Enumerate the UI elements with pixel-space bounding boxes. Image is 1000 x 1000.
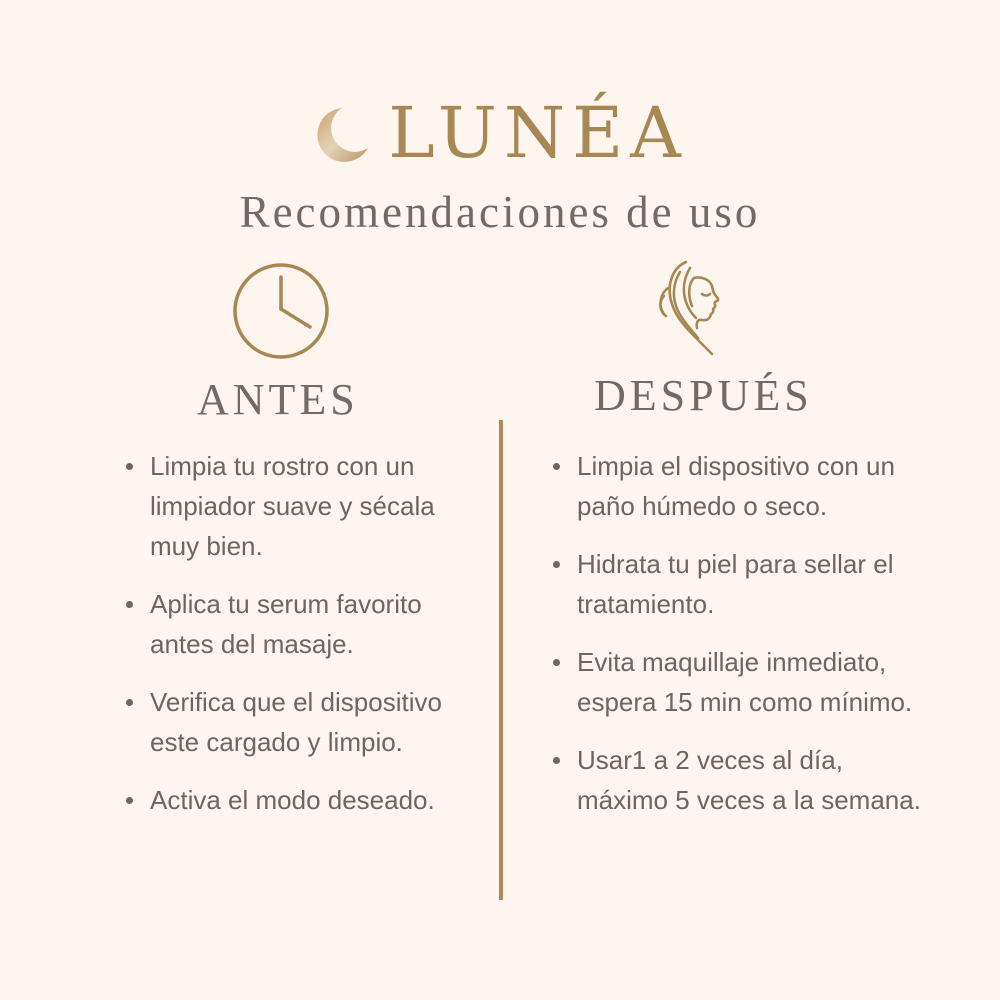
list-item: Limpia tu rostro con un limpiador suave y sécala muy bien. <box>123 446 483 566</box>
list-item: Hidrata tu piel para sellar el tratamiento. <box>550 544 930 624</box>
crescent-moon-icon <box>312 104 370 166</box>
list-item: Evita maquillaje inmediato, espera 15 min como mínimo. <box>550 642 930 722</box>
clock-icon <box>231 261 331 361</box>
antes-list <box>123 446 483 838</box>
brand-name: LUNÉA <box>388 92 688 174</box>
list-item: Activa el modo deseado. <box>123 780 483 820</box>
brand-header <box>0 88 1000 178</box>
face-profile-icon <box>650 256 742 356</box>
list-item: Usar1 a 2 veces al día, máximo 5 veces a la semana. <box>550 740 930 820</box>
list-item: Verifica que el dispositivo este cargado y limpio. <box>123 682 483 762</box>
page-subtitle: Recomendaciones de uso <box>239 187 761 237</box>
despues-list <box>550 446 930 838</box>
list-item: Limpia el dispositivo con un paño húmedo o seco. <box>550 446 930 526</box>
list-item: Aplica tu serum favorito antes del masaje. <box>123 584 483 664</box>
antes-heading: ANTES <box>197 375 359 424</box>
despues-heading: DESPUÉS <box>594 371 813 420</box>
column-divider <box>499 420 503 900</box>
